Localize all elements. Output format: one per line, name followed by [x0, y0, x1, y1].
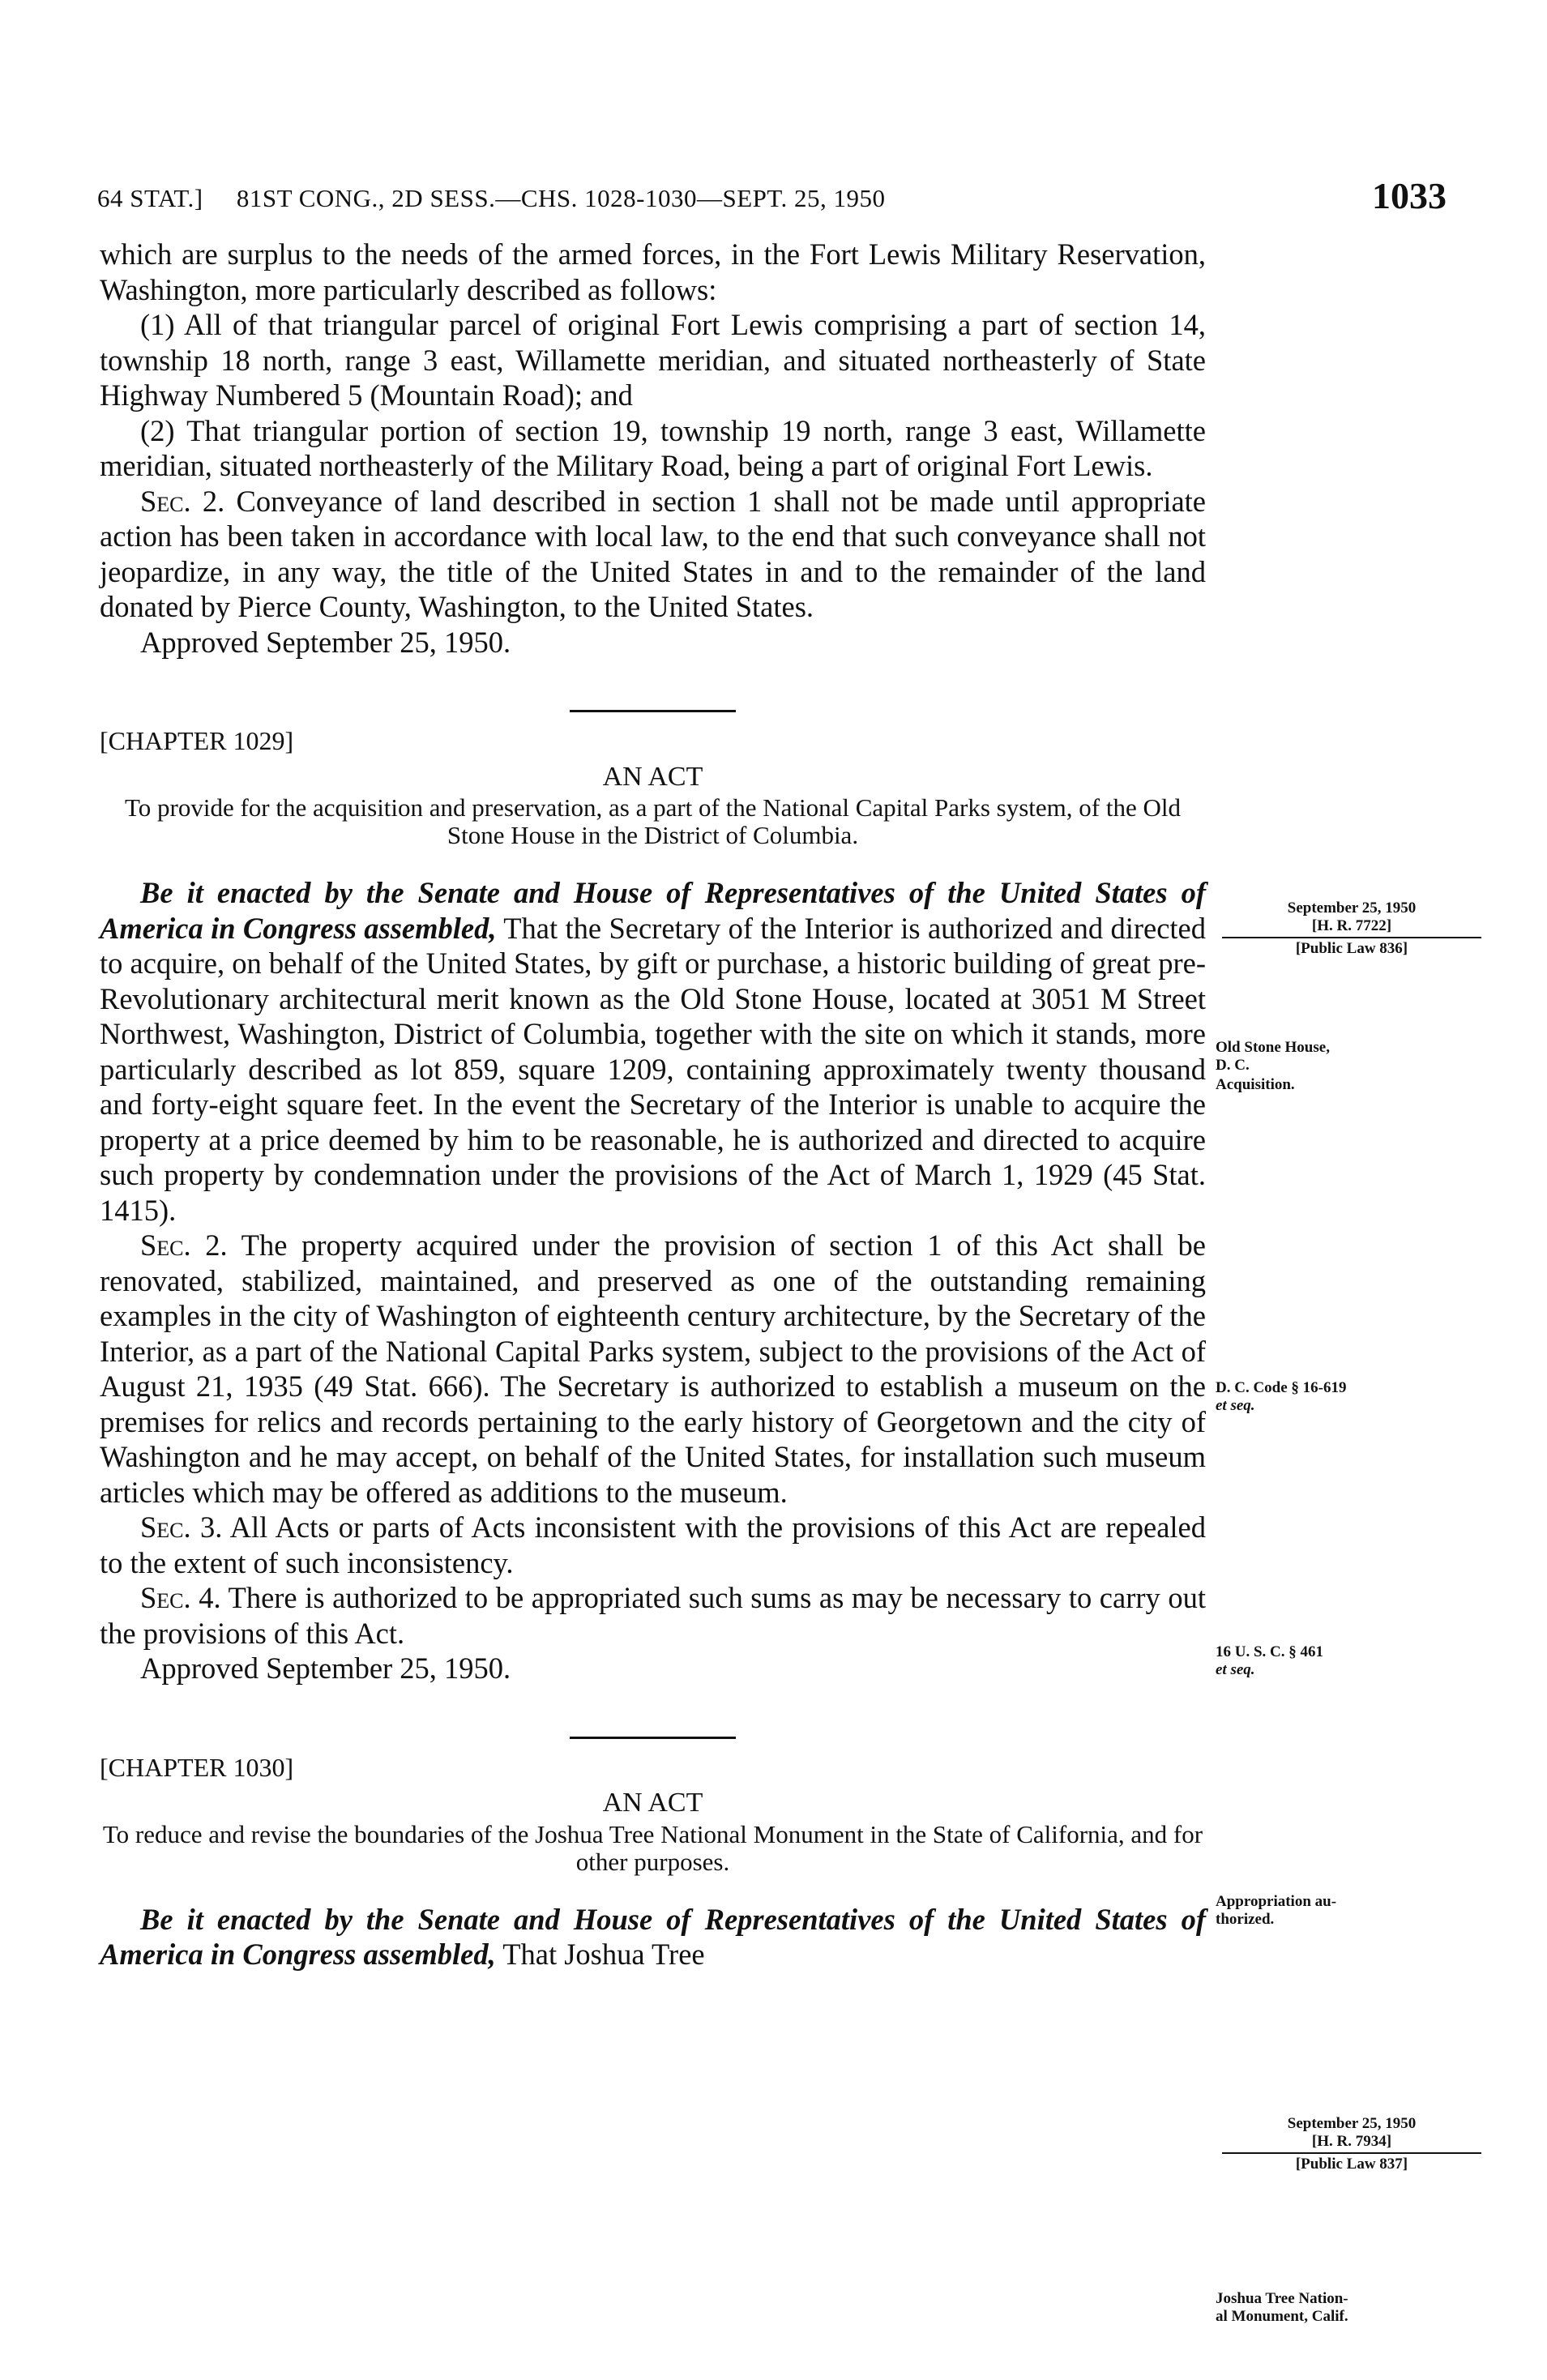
header-citation: 64 STAT.] 81ST CONG., 2D SESS.—CHS. 1028-1030—SEPT. 25, 1950 — [97, 184, 886, 212]
divider-line — [1222, 2152, 1481, 2154]
note-line: D. C. — [1216, 1057, 1250, 1074]
margin-note-dc-code — [1216, 1379, 1483, 1415]
section-text: The property acquired under the provision of section 1 of this Act shall be renovated, stabilized, maintained, and preserved as one of the outstanding remaining examples in the city of Washington of eighteenth century architecture, by the Secretary of the Interior, as a part of the National Capital Parks system, subject to the provisions of the Act of August 21, 1935 (49 Stat. 666). The Secretary is authorized to establish a museum on the premises for relics and records pertaining to the early history of Georgetown and the city of Washington and he may accept, on behalf of the United States, for installation such museum articles which may be offered as additions to the museum. — [100, 1228, 1207, 1509]
main-text-column — [100, 237, 1206, 1972]
continued-paragraph: which are surplus to the needs of the armed forces, in the Fort Lewis Military Reservation, Washington, more particularly described as follows: — [100, 237, 1206, 306]
approval-line: Approved September 25, 1950. — [140, 625, 511, 659]
section-4 — [100, 1580, 1206, 1651]
enacting-paragraph — [100, 1902, 1206, 1972]
section-label: Sec. 3. — [140, 1510, 223, 1544]
section-label: Sec. 2. — [140, 1228, 228, 1262]
chapter-heading: [CHAPTER 1030] — [100, 1752, 294, 1782]
section-2 — [100, 484, 1206, 625]
section-text: All Acts or parts of Acts inconsistent with the provisions of this Act are repealed to the extent of such inconsistency. — [100, 1510, 1206, 1579]
bill-number: [H. R. 7722] — [1311, 917, 1392, 934]
enacting-clause: Be it enacted by the Senate and House of Representatives of the United States of America in Congress assembled, — [100, 1902, 1206, 1971]
margin-note-appropriation — [1216, 1893, 1483, 1929]
public-law-number: [Public Law 837] — [1295, 2156, 1408, 2173]
enacting-clause: Be it enacted by the Senate and House of Representatives of the United States of America in Congress assembled, — [100, 876, 1206, 945]
section-3 — [100, 1510, 1206, 1580]
margin-note-joshua-tree — [1216, 2290, 1483, 2326]
note-line: thorized. — [1216, 1911, 1275, 1928]
running-header — [97, 174, 1467, 231]
section-label: Sec. 2. — [140, 484, 225, 518]
side-citation-1030 — [1222, 2115, 1481, 2173]
note-line: Old Stone House, — [1216, 1039, 1330, 1056]
act-purpose: To reduce and revise the boundaries of the Joshua Tree National Monument in the State of California, and for other purposes. — [102, 1819, 1203, 1876]
public-law-number: [Public Law 836] — [1295, 940, 1408, 957]
enacting-paragraph — [100, 875, 1206, 1228]
clause-1: (1) All of that triangular parcel of original Fort Lewis comprising a part of section 14, township 18 north, range 3 east, Willamette meridian, and situated northeasterly of State Highway Numbered 5 (Mountain Road); and — [100, 308, 1206, 412]
enacting-text: That the Secretary of the Interior is authorized and directed to acquire, on behalf of the United States, by gift or purchase, a historic building of great pre-Revolutionary architectural merit known as the Old Stone House, located at 3051 M Street Northwest, Washington, District of Columbia, together with the site on which it stands, more particularly described as lot 859, square 1209, containing approximately twenty thousand and forty-eight square feet. In the event the Secretary of the Interior is unable to acquire the property at a price deemed by him to be reasonable, he is authorized and directed to acquire such property by condemnation under the provisions of the Act of March 1, 1929 (45 Stat. 1415). — [100, 911, 1206, 1227]
section-2 — [100, 1228, 1206, 1510]
approval-date: September 25, 1950 — [1287, 899, 1417, 917]
divider-line — [1222, 937, 1481, 938]
margin-note-usc — [1216, 1643, 1483, 1679]
section-text: Conveyance of land described in section 1 shall not be made until appropriate action has been taken in accordance with local law, to the end that such conveyance shall not jeopardize, in any way, the title of the United States in and to the remainder of the land donated by Pierce County, Washington, to the United States. — [100, 484, 1206, 623]
enacting-text: That Joshua Tree — [495, 1938, 705, 1971]
note-line: Appropriation au- — [1216, 1893, 1337, 1910]
act-title: AN ACT — [602, 761, 703, 792]
act-title: AN ACT — [602, 1788, 703, 1818]
clause-2: (2) That triangular portion of section 19, township 19 north, range 3 east, Willamette meridian, situated northeasterly of the Military Road, being a part of original Fort Lewis. — [100, 413, 1206, 482]
note-line: Acquisition. — [1216, 1076, 1295, 1093]
margin-note-old-stone-house — [1216, 1039, 1483, 1075]
section-label: Sec. 4. — [140, 1581, 221, 1614]
note-line: 16 U. S. C. § 461 — [1216, 1643, 1324, 1660]
note-line: D. C. Code § 16-619 — [1216, 1379, 1347, 1396]
bill-number: [H. R. 7934] — [1311, 2133, 1392, 2150]
act-purpose: To provide for the acquisition and preservation, as a part of the National Capital Parks system, of the Old Stone House in the District of Columbia. — [125, 793, 1181, 849]
approval-date: September 25, 1950 — [1287, 2115, 1417, 2132]
chapter-heading: [CHAPTER 1029] — [100, 726, 294, 755]
page-number: 1033 — [1372, 175, 1447, 216]
note-line: et seq. — [1216, 1397, 1255, 1414]
side-citation-1029 — [1222, 899, 1481, 958]
approval-line: Approved September 25, 1950. — [140, 1651, 511, 1685]
section-text: There is authorized to be appropriated such sums as may be necessary to carry out the provisions of this Act. — [100, 1581, 1206, 1650]
note-line: al Monument, Calif. — [1216, 2308, 1348, 2325]
note-line: et seq. — [1216, 1661, 1255, 1678]
margin-note-acquisition — [1216, 1076, 1483, 1094]
note-line: Joshua Tree Nation- — [1216, 2290, 1348, 2307]
